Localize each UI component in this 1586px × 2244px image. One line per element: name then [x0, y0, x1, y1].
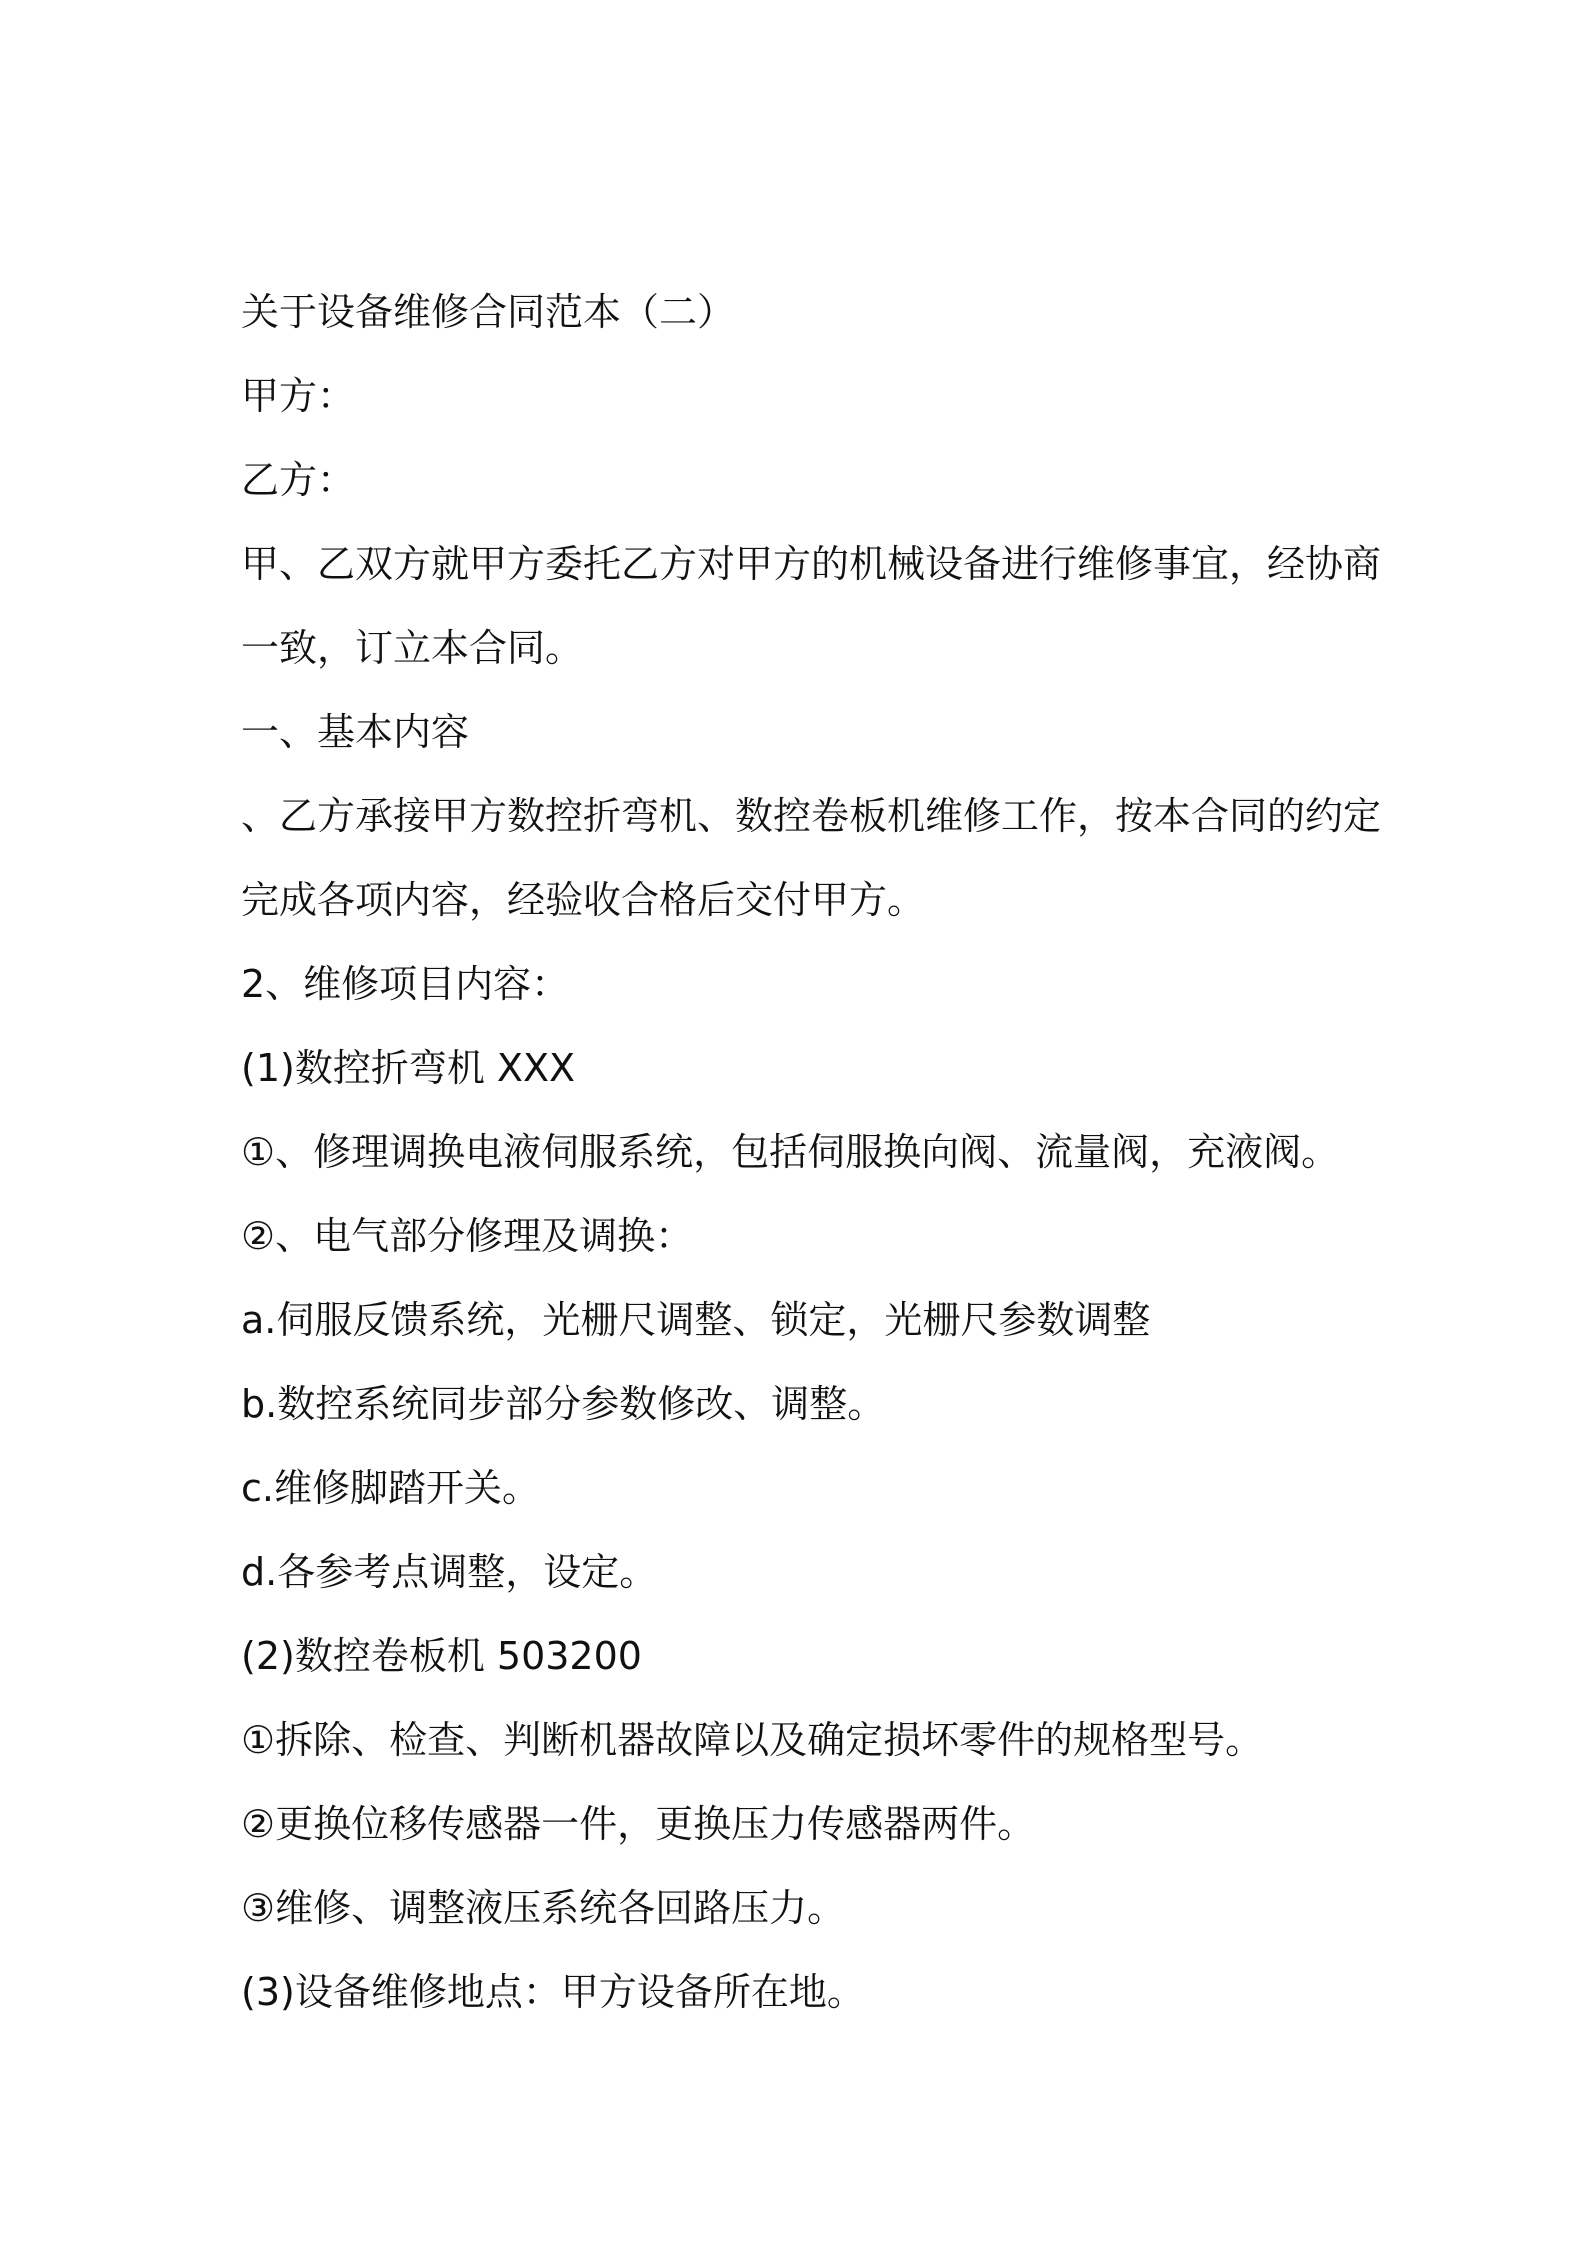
subsection-2-item-3: ③维修、调整液压系统各回路压力。 — [241, 1886, 846, 1930]
subsection-1-item-2-d: d.各参考点调整，设定。 — [241, 1550, 658, 1594]
intro-paragraph-line-1: 甲、乙双方就甲方委托乙方对甲方的机械设备进行维修事宜，经协商 — [241, 542, 1382, 586]
subsection-3-location: (3)设备维修地点：甲方设备所在地。 — [241, 1970, 865, 2014]
subsection-1-item-2-b: b.数控系统同步部分参数修改、调整。 — [241, 1382, 886, 1426]
subsection-2-item-2: ②更换位移传感器一件，更换压力传感器两件。 — [241, 1802, 1036, 1846]
item-1-line-2: 完成各项内容，经验收合格后交付甲方。 — [241, 878, 926, 922]
item-1-line-1: 、乙方承接甲方数控折弯机、数控卷板机维修工作，按本合同的约定 — [241, 794, 1382, 838]
section-1-heading: 一、基本内容 — [241, 710, 470, 754]
subsection-1-item-1: ①、修理调换电液伺服系统，包括伺服换向阀、流量阀，充液阀。 — [241, 1130, 1340, 1174]
subsection-1-item-2: ②、电气部分修理及调换： — [241, 1214, 694, 1258]
subsection-2-item-1: ①拆除、检查、判断机器故障以及确定损坏零件的规格型号。 — [241, 1718, 1264, 1762]
subsection-1-item-2-c: c.维修脚踏开关。 — [241, 1466, 540, 1510]
subsection-1-item-2-a: a.伺服反馈系统，光栅尺调整、锁定，光栅尺参数调整 — [241, 1298, 1151, 1342]
subsection-1-heading: (1)数控折弯机 XXX — [241, 1046, 576, 1090]
intro-paragraph-line-2: 一致，订立本合同。 — [241, 626, 584, 670]
document-body — [241, 270, 1382, 2034]
document-title: 关于设备维修合同范本（二） — [241, 290, 736, 334]
party-a-label: 甲方： — [241, 374, 356, 418]
subsection-2-heading: (2)数控卷板机 503200 — [241, 1634, 642, 1678]
party-b-label: 乙方： — [241, 458, 356, 502]
item-2-heading: 2、维修项目内容： — [241, 962, 570, 1006]
